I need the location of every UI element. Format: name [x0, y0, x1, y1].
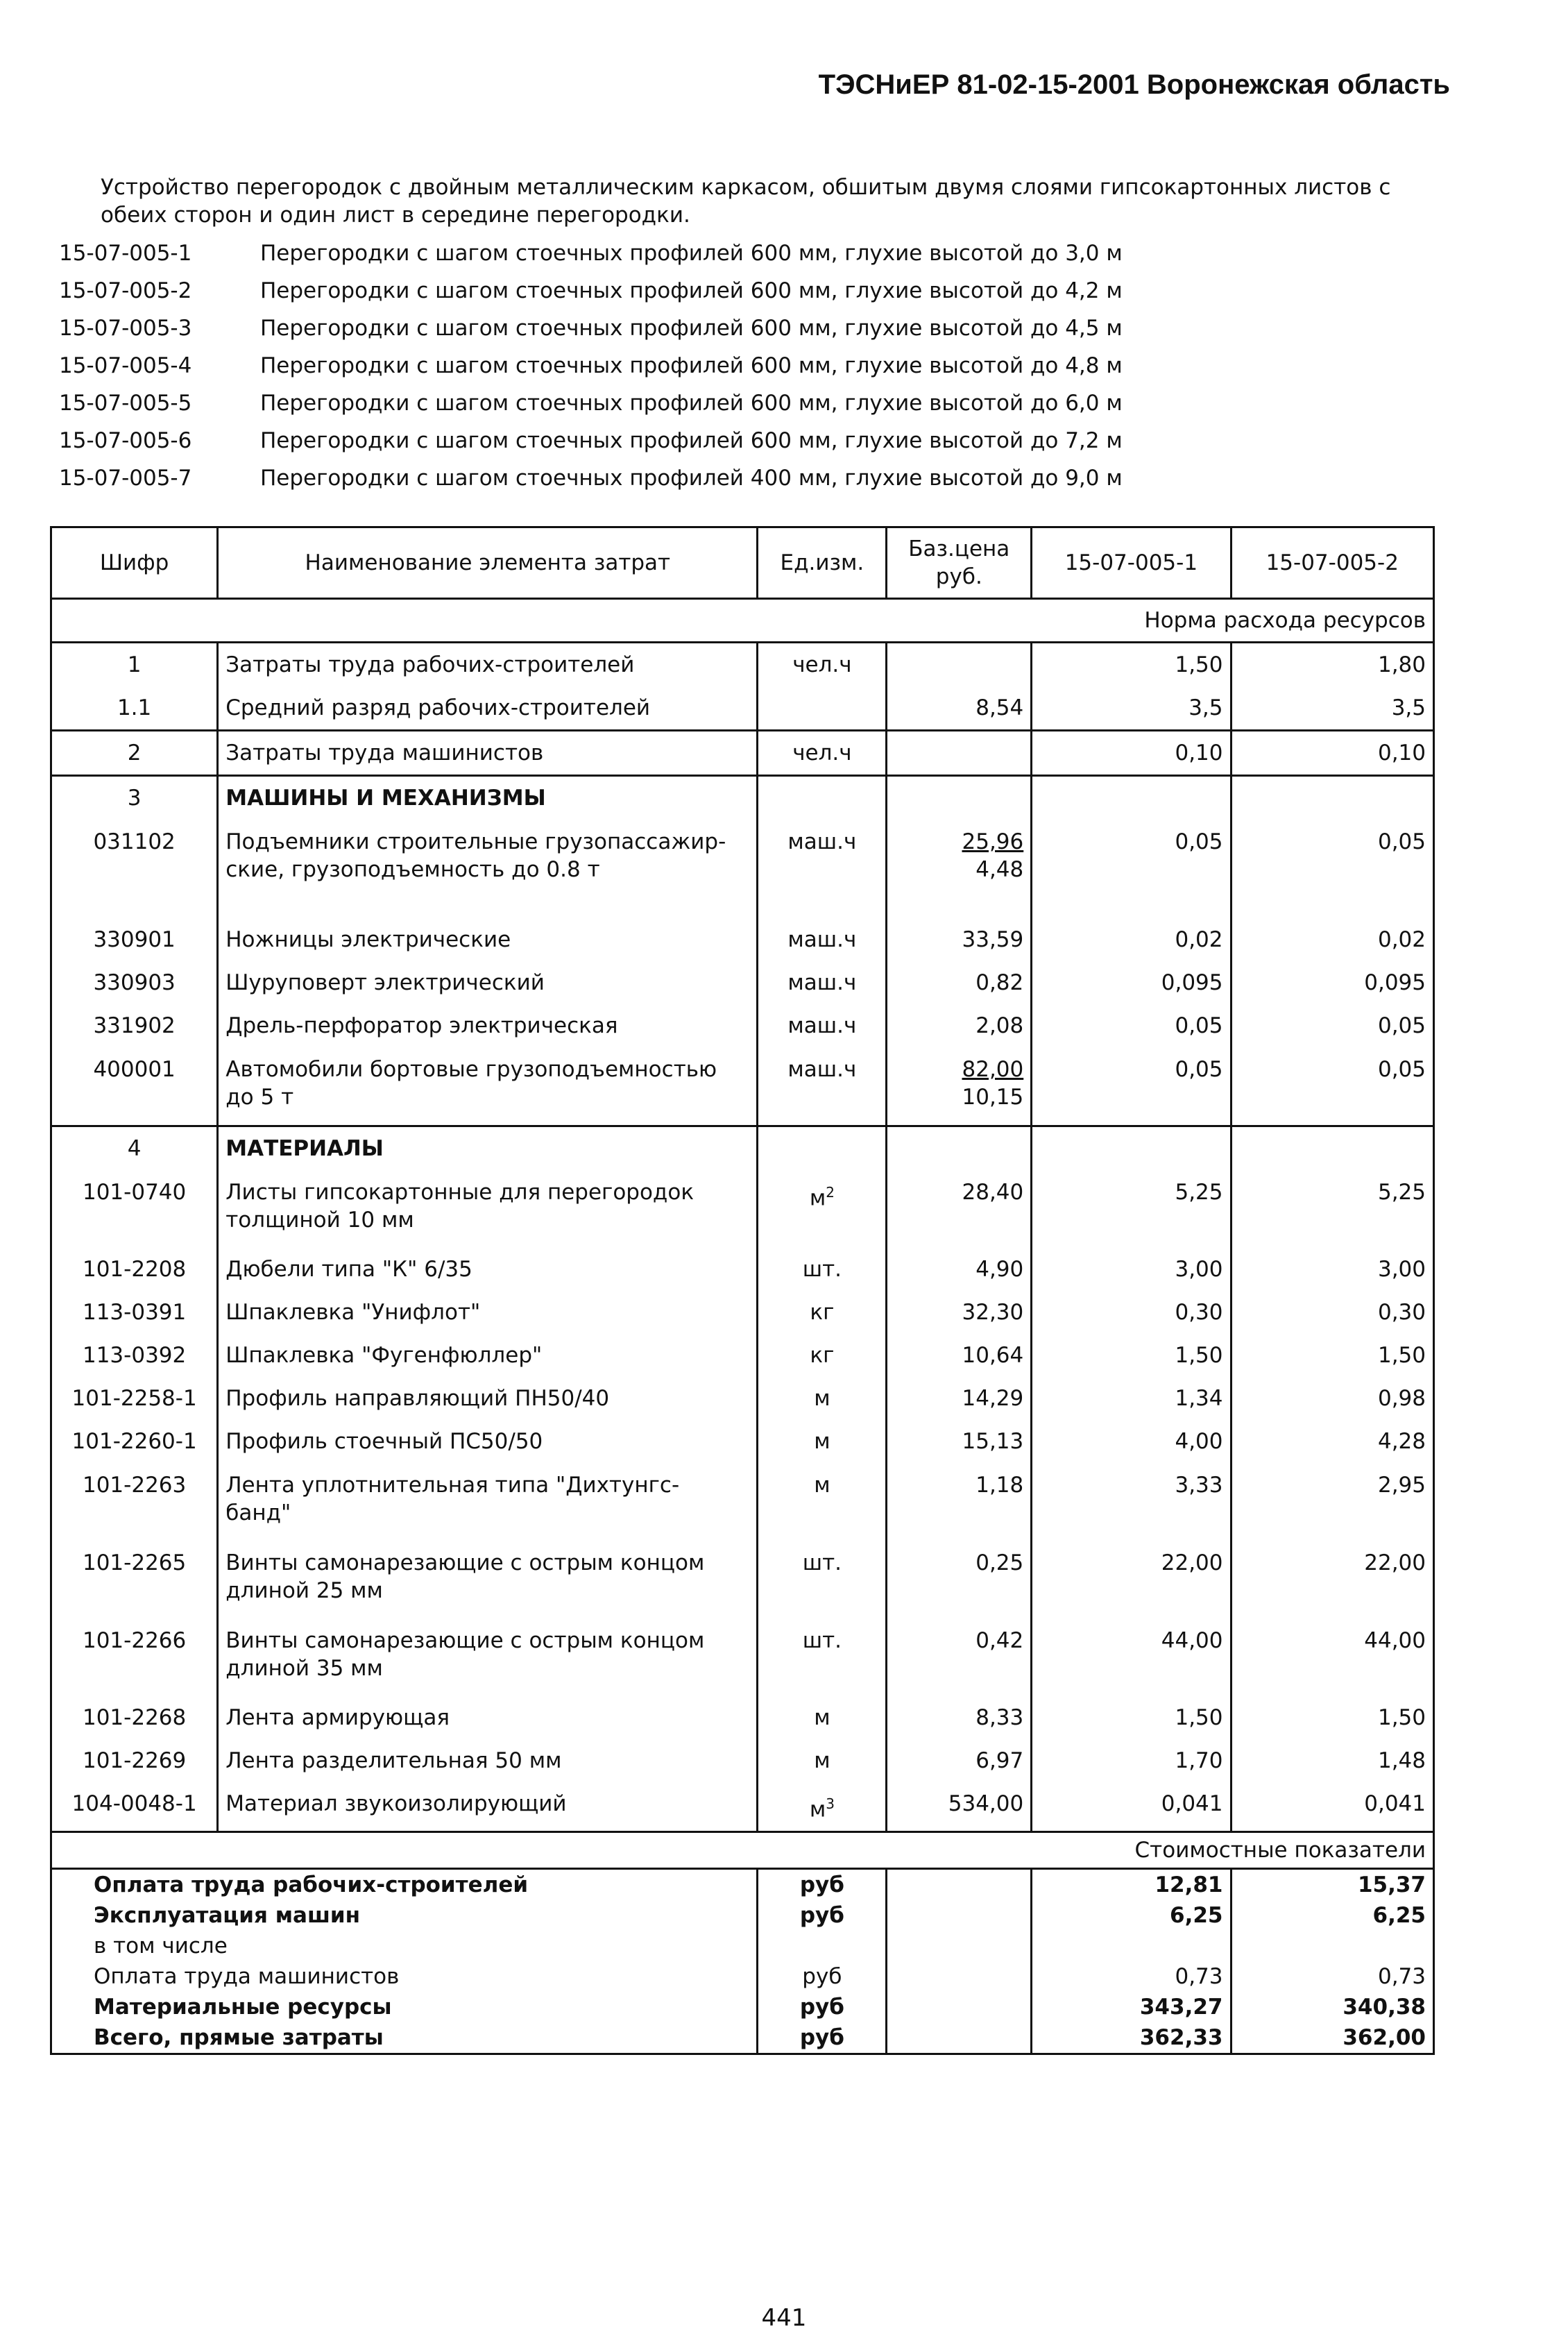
total-v1: 6,25 [1032, 1900, 1231, 1931]
row-v2: 2,95 [1231, 1463, 1434, 1541]
table-row [51, 1170, 1434, 1248]
unit-superscript: 2 [826, 1184, 835, 1201]
row-price: 10,64 [887, 1334, 1032, 1377]
row-unit [758, 1170, 887, 1248]
row-name [218, 1541, 758, 1618]
work-code: 15-07-005-3 [59, 316, 192, 341]
header-variant-2: 15-07-005-2 [1231, 527, 1434, 599]
resource-table [50, 526, 1435, 2055]
work-desc: Перегородки с шагом стоечных профилей 600 мм, глухие высотой до 3,0 м [260, 241, 1123, 266]
table-row [51, 918, 1434, 961]
row-name-line1: Подъемники строительные грузопассажир- [225, 829, 726, 854]
row-unit [758, 1782, 887, 1832]
table-row [51, 1377, 1434, 1420]
row-code: 331902 [51, 1004, 218, 1047]
row-price [887, 643, 1032, 687]
row-v1: 0,05 [1032, 820, 1231, 918]
row-name: Ножницы электрические [218, 918, 758, 961]
total-v1: 343,27 [1032, 1992, 1231, 2022]
row-unit: маш.ч [758, 918, 887, 961]
work-item [59, 459, 1123, 497]
row-name [218, 1618, 758, 1696]
row-code: 400001 [51, 1047, 218, 1126]
row-name: Дрель-перфоратор электрическая [218, 1004, 758, 1047]
row-name-line2: банд" [225, 1500, 291, 1525]
row-v2: 1,48 [1231, 1739, 1434, 1782]
row-price: 8,54 [887, 686, 1032, 731]
total-row [51, 2022, 1434, 2054]
header-unit: Ед.изм. [758, 527, 887, 599]
unit-superscript: 3 [826, 1795, 835, 1812]
table-row [51, 1463, 1434, 1541]
row-name: Профиль стоечный ПС50/50 [218, 1420, 758, 1463]
table-row [51, 1004, 1434, 1047]
header-price [887, 527, 1032, 599]
header-price-line2: руб. [935, 564, 982, 589]
total-unit: руб [758, 1961, 887, 1992]
work-desc: Перегородки с шагом стоечных профилей 400 мм, глухие высотой до 9,0 м [260, 466, 1123, 491]
row-code: 031102 [51, 820, 218, 918]
row-v2: 1,50 [1231, 1696, 1434, 1739]
row-v2: 4,28 [1231, 1420, 1434, 1463]
row-unit: м [758, 1739, 887, 1782]
row-price-line1: 82,00 [962, 1057, 1024, 1082]
row-unit: кг [758, 1291, 887, 1334]
row-price: 15,13 [887, 1420, 1032, 1463]
section-row [51, 776, 1434, 820]
row-unit: чел.ч [758, 643, 887, 687]
row-price [887, 1047, 1032, 1126]
row-unit: маш.ч [758, 1047, 887, 1126]
row-v1: 5,25 [1032, 1170, 1231, 1248]
row-price: 1,18 [887, 1463, 1032, 1541]
table-row [51, 1047, 1434, 1126]
row-unit: маш.ч [758, 1004, 887, 1047]
row-unit: маш.ч [758, 961, 887, 1004]
row-name [218, 820, 758, 918]
row-name-line2: длиной 25 мм [225, 1578, 383, 1603]
row-code: 101-0740 [51, 1170, 218, 1248]
table-row [51, 731, 1434, 776]
work-item [59, 272, 1123, 310]
total-row [51, 1900, 1434, 1931]
table-row [51, 643, 1434, 687]
row-name: Шпаклевка "Унифлот" [218, 1291, 758, 1334]
work-code: 15-07-005-6 [59, 428, 192, 453]
row-code: 101-2258-1 [51, 1377, 218, 1420]
row-unit: м [758, 1377, 887, 1420]
unit-base: м [809, 1185, 826, 1211]
row-unit: м [758, 1696, 887, 1739]
document-header: ТЭСНиЕР 81-02-15-2001 Воронежская область [818, 69, 1450, 100]
row-v2: 0,05 [1231, 1004, 1434, 1047]
row-v1: 1,50 [1032, 1334, 1231, 1377]
section-title: МАШИНЫ И МЕХАНИЗМЫ [218, 776, 758, 820]
row-name: Средний разряд рабочих-строителей [218, 686, 758, 731]
total-v2: 362,00 [1231, 2022, 1434, 2054]
row-code: 2 [51, 731, 218, 776]
row-unit: шт. [758, 1618, 887, 1696]
work-item [59, 422, 1123, 459]
row-code: 101-2265 [51, 1541, 218, 1618]
row-v2: 0,30 [1231, 1291, 1434, 1334]
row-name: Дюбели типа "К" 6/35 [218, 1248, 758, 1291]
row-price [887, 820, 1032, 918]
row-v2: 5,25 [1231, 1170, 1434, 1248]
work-desc: Перегородки с шагом стоечных профилей 600 мм, глухие высотой до 4,8 м [260, 353, 1123, 378]
row-name-line2: до 5 т [225, 1085, 294, 1110]
total-v2: 6,25 [1231, 1900, 1434, 1931]
row-code: 101-2268 [51, 1696, 218, 1739]
row-v2: 0,041 [1231, 1782, 1434, 1832]
table-row [51, 1739, 1434, 1782]
row-v1: 0,095 [1032, 961, 1231, 1004]
row-name: Лента армирующая [218, 1696, 758, 1739]
work-code: 15-07-005-7 [59, 466, 192, 491]
table-row [51, 1618, 1434, 1696]
row-v1: 0,10 [1032, 731, 1231, 776]
row-name: Шпаклевка "Фугенфюллер" [218, 1334, 758, 1377]
work-item [59, 235, 1123, 272]
row-code: 113-0391 [51, 1291, 218, 1334]
row-price: 28,40 [887, 1170, 1032, 1248]
header-variant-1: 15-07-005-1 [1032, 527, 1231, 599]
row-code: 101-2269 [51, 1739, 218, 1782]
row-name: Затраты труда машинистов [218, 731, 758, 776]
total-v2: 0,73 [1231, 1961, 1434, 1992]
row-v2: 0,10 [1231, 731, 1434, 776]
row-name-line1: Лента уплотнительная типа "Дихтунгс- [225, 1473, 680, 1498]
row-code: 330901 [51, 918, 218, 961]
total-unit: руб [758, 1900, 887, 1931]
row-price-line2: 10,15 [962, 1085, 1024, 1110]
row-unit: чел.ч [758, 731, 887, 776]
work-desc: Перегородки с шагом стоечных профилей 600 мм, глухие высотой до 4,2 м [260, 278, 1123, 303]
row-name [218, 1170, 758, 1248]
row-price [887, 731, 1032, 776]
row-price: 33,59 [887, 918, 1032, 961]
row-price: 0,25 [887, 1541, 1032, 1618]
cost-label: Стоимостные показатели [51, 1832, 1434, 1869]
total-v1: 362,33 [1032, 2022, 1231, 2054]
row-v1: 0,02 [1032, 918, 1231, 961]
row-v2: 0,05 [1231, 820, 1434, 918]
row-code: 113-0392 [51, 1334, 218, 1377]
row-unit: м [758, 1420, 887, 1463]
row-code: 101-2260-1 [51, 1420, 218, 1463]
work-item [59, 310, 1123, 347]
row-v2: 1,80 [1231, 643, 1434, 687]
row-name-line1: Листы гипсокартонные для перегородок [225, 1180, 694, 1205]
table-row [51, 1420, 1434, 1463]
row-price: 0,42 [887, 1618, 1032, 1696]
total-v1: 0,73 [1032, 1961, 1231, 1992]
row-name-line2: длиной 35 мм [225, 1656, 383, 1681]
row-v2: 22,00 [1231, 1541, 1434, 1618]
row-name-line1: Винты самонарезающие с острым концом [225, 1550, 705, 1575]
norma-label: Норма расхода ресурсов [51, 599, 1434, 643]
work-code: 15-07-005-5 [59, 391, 192, 416]
row-v1: 4,00 [1032, 1420, 1231, 1463]
row-name: Шуруповерт электрический [218, 961, 758, 1004]
row-name: Профиль направляющий ПН50/40 [218, 1377, 758, 1420]
table-row [51, 961, 1434, 1004]
row-v1: 44,00 [1032, 1618, 1231, 1696]
row-name-line2: ские, грузоподъемность до 0.8 т [225, 857, 600, 882]
table-row [51, 1541, 1434, 1618]
row-price: 534,00 [887, 1782, 1032, 1832]
total-row [51, 1992, 1434, 2022]
row-name-line2: толщиной 10 мм [225, 1208, 414, 1233]
work-desc: Перегородки с шагом стоечных профилей 600 мм, глухие высотой до 7,2 м [260, 428, 1123, 453]
row-v1: 3,00 [1032, 1248, 1231, 1291]
row-unit: м [758, 1463, 887, 1541]
page-number: 441 [761, 2304, 807, 2332]
section-title: МАТЕРИАЛЫ [218, 1126, 758, 1171]
row-name: Материал звукоизолирующий [218, 1782, 758, 1832]
table-row [51, 686, 1434, 731]
norma-row [51, 599, 1434, 643]
row-v1: 22,00 [1032, 1541, 1231, 1618]
header-price-line1: Баз.цена [908, 536, 1010, 561]
row-unit [758, 686, 887, 731]
row-price: 4,90 [887, 1248, 1032, 1291]
row-unit: кг [758, 1334, 887, 1377]
row-code: 1 [51, 643, 218, 687]
total-row [51, 1961, 1434, 1992]
row-v1: 0,05 [1032, 1047, 1231, 1126]
total-unit: руб [758, 1992, 887, 2022]
row-v2: 0,05 [1231, 1047, 1434, 1126]
total-name: Материальные ресурсы [51, 1992, 758, 2022]
work-item [59, 347, 1123, 384]
work-code: 15-07-005-4 [59, 353, 192, 378]
row-v1: 0,041 [1032, 1782, 1231, 1832]
total-v2: 15,37 [1231, 1869, 1434, 1901]
work-item [59, 384, 1123, 422]
row-v1: 1,50 [1032, 1696, 1231, 1739]
row-v1: 3,5 [1032, 686, 1231, 731]
work-desc: Перегородки с шагом стоечных профилей 600 мм, глухие высотой до 6,0 м [260, 391, 1123, 416]
row-v1: 1,50 [1032, 643, 1231, 687]
row-v2: 3,5 [1231, 686, 1434, 731]
row-name: Лента разделительная 50 мм [218, 1739, 758, 1782]
total-name: Эксплуатация машин [51, 1900, 758, 1931]
unit-base: м [809, 1797, 826, 1822]
row-price-line2: 4,48 [975, 857, 1024, 882]
row-price: 14,29 [887, 1377, 1032, 1420]
row-unit: маш.ч [758, 820, 887, 918]
row-code: 101-2208 [51, 1248, 218, 1291]
total-unit: руб [758, 2022, 887, 2054]
cost-row [51, 1832, 1434, 1869]
row-v1: 1,34 [1032, 1377, 1231, 1420]
total-unit: руб [758, 1869, 887, 1901]
total-name: Оплата труда рабочих-строителей [51, 1869, 758, 1901]
row-price: 2,08 [887, 1004, 1032, 1047]
row-code: 104-0048-1 [51, 1782, 218, 1832]
table-row [51, 1782, 1434, 1832]
row-code: 101-2263 [51, 1463, 218, 1541]
section-row [51, 1126, 1434, 1171]
work-list [59, 235, 1123, 497]
row-unit: шт. [758, 1248, 887, 1291]
row-price: 0,82 [887, 961, 1032, 1004]
row-price: 6,97 [887, 1739, 1032, 1782]
table-header-row [51, 527, 1434, 599]
total-name: Оплата труда машинистов [51, 1961, 758, 1992]
header-code: Шифр [51, 527, 218, 599]
total-v2: 340,38 [1231, 1992, 1434, 2022]
work-code: 15-07-005-2 [59, 278, 192, 303]
row-price: 8,33 [887, 1696, 1032, 1739]
row-name-line1: Автомобили бортовые грузоподъемностью [225, 1057, 717, 1082]
table-row [51, 1291, 1434, 1334]
row-v2: 44,00 [1231, 1618, 1434, 1696]
row-v1: 3,33 [1032, 1463, 1231, 1541]
row-v2: 0,98 [1231, 1377, 1434, 1420]
row-v2: 1,50 [1231, 1334, 1434, 1377]
table-row [51, 1696, 1434, 1739]
row-name: Затраты труда рабочих-строителей [218, 643, 758, 687]
row-v1: 0,05 [1032, 1004, 1231, 1047]
row-v2: 0,095 [1231, 961, 1434, 1004]
section-code: 4 [51, 1126, 218, 1171]
total-v1: 12,81 [1032, 1869, 1231, 1901]
row-v1: 1,70 [1032, 1739, 1231, 1782]
total-row [51, 1869, 1434, 1901]
row-name [218, 1463, 758, 1541]
row-code: 101-2266 [51, 1618, 218, 1696]
row-v2: 3,00 [1231, 1248, 1434, 1291]
work-desc: Перегородки с шагом стоечных профилей 600 мм, глухие высотой до 4,5 м [260, 316, 1123, 341]
total-name: в том числе [51, 1931, 758, 1961]
header-name: Наименование элемента затрат [218, 527, 758, 599]
row-v2: 0,02 [1231, 918, 1434, 961]
row-name-line1: Винты самонарезающие с острым концом [225, 1628, 705, 1653]
row-name [218, 1047, 758, 1126]
row-unit: шт. [758, 1541, 887, 1618]
row-v1: 0,30 [1032, 1291, 1231, 1334]
total-row [51, 1931, 1434, 1961]
table-row [51, 1334, 1434, 1377]
section-code: 3 [51, 776, 218, 820]
total-name: Всего, прямые затраты [51, 2022, 758, 2054]
row-price: 32,30 [887, 1291, 1032, 1334]
work-code: 15-07-005-1 [59, 241, 192, 266]
row-price-line1: 25,96 [962, 829, 1024, 854]
intro-paragraph: Устройство перегородок с двойным металлическим каркасом, обшитым двумя слоями гипсокартонных листов с обеих сторон и один лист в середине перегородки. [101, 175, 1391, 228]
table-row [51, 1248, 1434, 1291]
table-row [51, 820, 1434, 918]
row-code: 330903 [51, 961, 218, 1004]
row-code: 1.1 [51, 686, 218, 731]
